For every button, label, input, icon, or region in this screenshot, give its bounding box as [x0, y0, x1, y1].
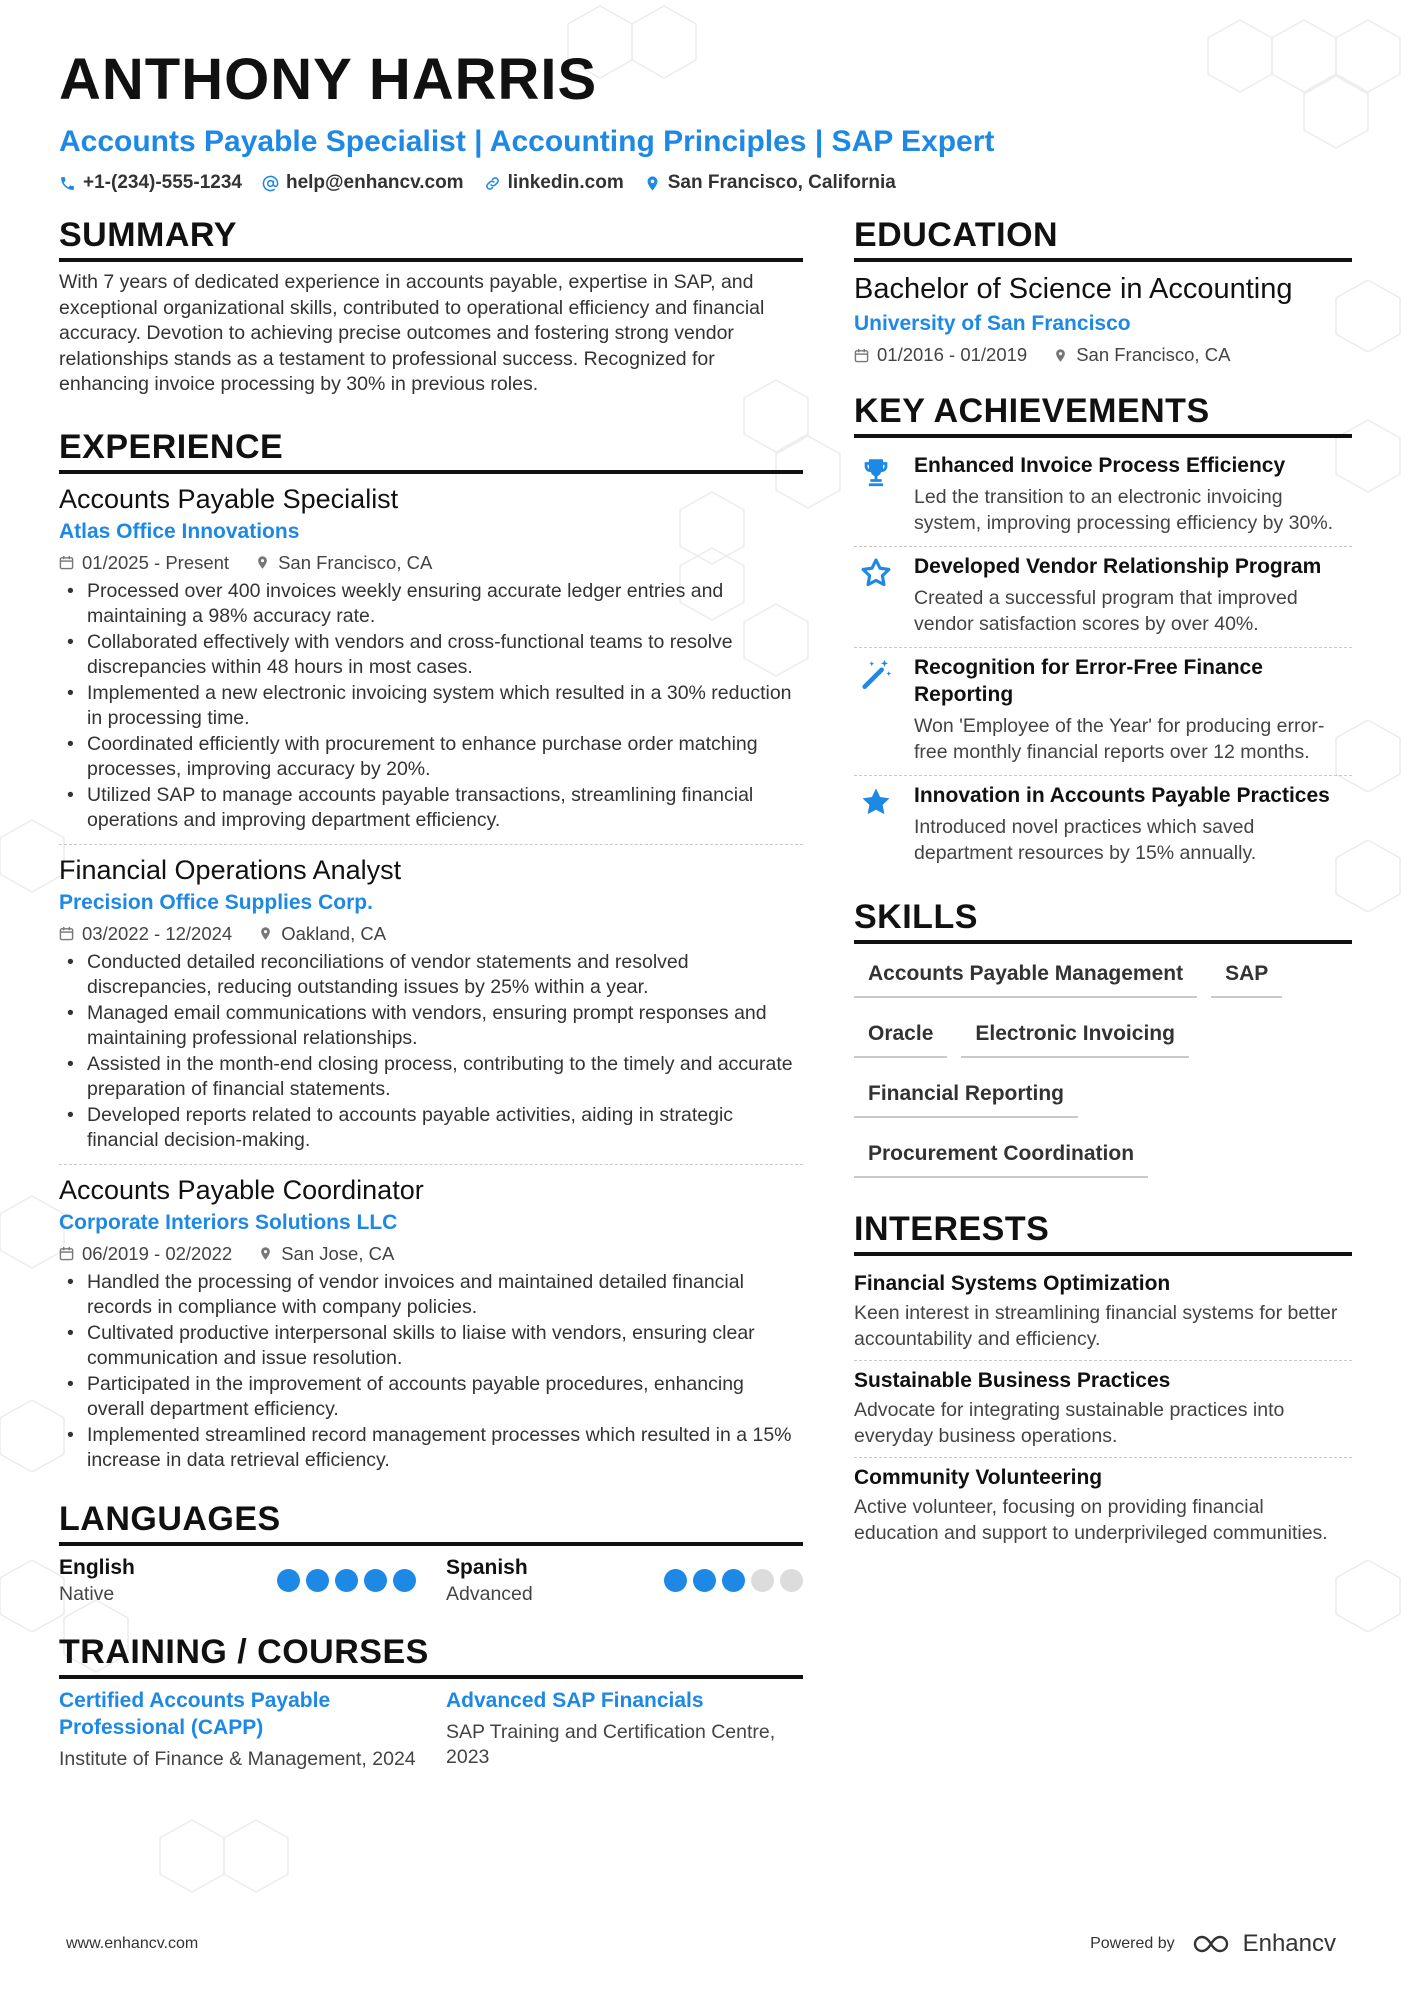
experience-entry: [59, 1173, 803, 1484]
powered-by-text: Powered by: [1090, 1935, 1175, 1952]
interests-section: [854, 1208, 1352, 1554]
left-column: [59, 214, 803, 1772]
bullet-item: • Implemented streamlined record management processes which resulted in a 15% increase in data retrieval efficiency.: [59, 1423, 803, 1474]
contact-email[interactable]: [262, 172, 464, 194]
trophy-icon: [859, 455, 893, 489]
course-provider: SAP Training and Certification Centre, 2023: [446, 1720, 776, 1768]
contact-location: [644, 172, 896, 194]
experience-title: EXPERIENCE: [59, 426, 803, 474]
contact-linkedin[interactable]: [484, 172, 624, 194]
interest-description: Keen interest in streamlining financial systems for better accountability and efficiency.: [854, 1302, 1338, 1350]
course-provider: Institute of Finance & Management, 2024: [59, 1747, 416, 1770]
education-section: [854, 214, 1352, 368]
achievement-entry: [854, 648, 1352, 776]
languages-list: [59, 1554, 803, 1607]
training-section: [59, 1631, 803, 1773]
bullet-item: • Utilized SAP to manage accounts payable transactions, streamlining financial operations and improving department efficiency.: [59, 783, 803, 834]
email-text: help@enhancv.com: [285, 172, 464, 193]
job-dates-text: 06/2019 - 02/2022: [82, 1242, 233, 1264]
achievement-description: Created a successful program that improved vendor satisfaction scores by over 40%.: [914, 587, 1298, 635]
bullet-item: • Processed over 400 invoices weekly ensuring accurate ledger entries and maintaining a 98% accuracy rate.: [59, 579, 803, 630]
experience-entry: [59, 853, 803, 1165]
rating-dot-empty: [751, 1569, 774, 1592]
course-title: Advanced SAP Financials: [446, 1688, 704, 1712]
education-title: EDUCATION: [854, 214, 1352, 262]
calendar-icon: [854, 348, 869, 363]
bullet-item: • Implemented a new electronic invoicing system which resulted in a 30% reduction in processing time.: [59, 681, 803, 732]
achievements-title: KEY ACHIEVEMENTS: [854, 390, 1352, 438]
interest-title: Financial Systems Optimization: [854, 1272, 1171, 1295]
powered-by: [1090, 1930, 1336, 1958]
job-dates-text: 01/2025 - Present: [82, 551, 230, 573]
rating-dot-filled: [393, 1569, 416, 1592]
job-location-text: San Jose, CA: [281, 1242, 395, 1264]
job-title: Accounts Payable Coordinator: [59, 1174, 424, 1205]
job-location: [258, 1241, 394, 1267]
at-sign-icon: [262, 175, 279, 192]
link-icon: [484, 175, 501, 192]
brand-name: Enhancv: [1242, 1930, 1336, 1957]
job-location: [255, 550, 432, 576]
linkedin-text: linkedin.com: [507, 172, 624, 193]
language-name: English: [59, 1555, 135, 1579]
achievements-section: [854, 390, 1352, 876]
training-title: TRAINING / COURSES: [59, 1631, 803, 1679]
job-dates: [59, 921, 232, 947]
education-meta: [854, 342, 1352, 368]
interest-entry: [854, 1264, 1352, 1361]
language-entry: [446, 1554, 803, 1607]
degree-title: Bachelor of Science in Accounting: [854, 273, 1293, 305]
achievement-entry: [854, 547, 1352, 648]
achievement-description: Won 'Employee of the Year' for producing error-free monthly financial reports over 12 months.: [914, 715, 1325, 763]
bullet-item: • Conducted detailed reconciliations of vendor statements and resolved discrepancies, reducing outstanding issues by 25% within a year.: [59, 950, 803, 1001]
rating-dot-filled: [664, 1569, 687, 1592]
calendar-icon: [59, 555, 74, 570]
skill-tag: Procurement Coordination: [854, 1132, 1148, 1178]
job-dates: [59, 550, 229, 576]
magic-wand-icon: [859, 657, 893, 691]
company-name: Precision Office Supplies Corp.: [59, 890, 373, 914]
bullet-item: • Collaborated effectively with vendors and cross-functional teams to resolve discrepancies within 48 hours in most cases.: [59, 630, 803, 681]
skill-tag: Oracle: [854, 1012, 947, 1058]
location-pin-icon: [1053, 348, 1068, 363]
job-meta: [59, 550, 803, 576]
company-name: Atlas Office Innovations: [59, 519, 300, 543]
job-bullets: [59, 579, 803, 834]
experience-section: [59, 426, 803, 1484]
job-title: Financial Operations Analyst: [59, 854, 402, 885]
languages-section: [59, 1498, 803, 1607]
language-entry: [59, 1554, 416, 1607]
page-footer: [66, 1930, 1336, 1958]
bullet-item: • Handled the processing of vendor invoices and maintained detailed financial records in compliance with company policies.: [59, 1270, 803, 1321]
rating-dot-filled: [335, 1569, 358, 1592]
skill-tag: Financial Reporting: [854, 1072, 1078, 1118]
achievement-title: Innovation in Accounts Payable Practices: [914, 784, 1330, 807]
skills-title: SKILLS: [854, 896, 1352, 944]
bullet-item: • Participated in the improvement of accounts payable procedures, enhancing overall department efficiency.: [59, 1372, 803, 1423]
job-location: [258, 921, 386, 947]
bullet-item: • Managed email communications with vendors, ensuring prompt responses and maintaining professional relationships.: [59, 1001, 803, 1052]
star-icon: [859, 785, 893, 819]
candidate-headline: Accounts Payable Specialist | Accounting Principles | SAP Expert: [59, 125, 995, 158]
job-dates-text: 03/2022 - 12/2024: [82, 922, 233, 944]
summary-text: With 7 years of dedicated experience in accounts payable, expertise in SAP, and exceptional organizational skills, contributed to operational efficiency and financial accuracy. Devotion to achieving precise outcomes and fostering strong vendor relationships stands as a testament to professional success. Recognized for enhancing invoice processing by 30% in previous roles.: [59, 271, 765, 395]
language-rating: [277, 1569, 416, 1592]
education-location: [1053, 342, 1230, 368]
enhancv-logo-icon: [1191, 1932, 1235, 1956]
contact-bar: [59, 172, 1349, 194]
language-level: Native: [59, 1582, 115, 1605]
footer-url[interactable]: www.enhancv.com: [66, 1935, 199, 1952]
brand-logo[interactable]: [1191, 1930, 1336, 1958]
job-location-text: San Francisco, CA: [278, 551, 433, 573]
star-outline-icon: [859, 556, 893, 590]
interest-description: Advocate for integrating sustainable practices into everyday business operations.: [854, 1399, 1285, 1447]
bullet-item: • Assisted in the month-end closing process, contributing to the timely and accurate preparation of financial statements.: [59, 1052, 803, 1103]
rating-dot-filled: [722, 1569, 745, 1592]
interest-title: Sustainable Business Practices: [854, 1369, 1171, 1392]
rating-dot-filled: [277, 1569, 300, 1592]
language-rating: [664, 1569, 803, 1592]
bullet-item: • Developed reports related to accounts payable activities, aiding in strategic financial decision-making.: [59, 1103, 803, 1154]
resume-header: [59, 46, 1349, 194]
rating-dot-filled: [693, 1569, 716, 1592]
summary-title: SUMMARY: [59, 214, 803, 262]
calendar-icon: [59, 926, 74, 941]
courses-list: [59, 1687, 803, 1773]
achievement-title: Recognition for Error-Free Finance Reporting: [914, 656, 1263, 706]
education-location-text: San Francisco, CA: [1076, 344, 1231, 365]
skill-tag: SAP: [1211, 952, 1282, 998]
interests-title: INTERESTS: [854, 1208, 1352, 1256]
job-dates: [59, 1241, 232, 1267]
location-pin-icon: [258, 926, 273, 941]
course-entry: [59, 1687, 416, 1773]
skills-section: [854, 896, 1352, 1178]
languages-title: LANGUAGES: [59, 1498, 803, 1546]
skill-tag: Electronic Invoicing: [961, 1012, 1189, 1058]
rating-dot-empty: [780, 1569, 803, 1592]
rating-dot-filled: [306, 1569, 329, 1592]
experience-entry: [59, 482, 803, 845]
phone-icon: [59, 175, 76, 192]
interest-entry: [854, 1361, 1352, 1458]
language-level: Advanced: [446, 1582, 533, 1605]
education-dates-text: 01/2016 - 01/2019: [877, 344, 1028, 365]
summary-section: [59, 214, 803, 398]
education-dates: [854, 342, 1027, 368]
achievement-title: Developed Vendor Relationship Program: [914, 555, 1322, 578]
job-bullets: [59, 1270, 803, 1474]
candidate-name: ANTHONY HARRIS: [59, 47, 598, 112]
bullet-item: • Cultivated productive interpersonal skills to liaise with vendors, ensuring clear communication and issue resolution.: [59, 1321, 803, 1372]
bullet-item: • Coordinated efficiently with procurement to enhance purchase order matching processes, improving accuracy by 20%.: [59, 732, 803, 783]
job-bullets: [59, 950, 803, 1154]
skills-list: [854, 952, 1352, 1178]
achievement-description: Introduced novel practices which saved department resources by 15% annually.: [914, 816, 1257, 864]
interest-entry: [854, 1458, 1352, 1554]
right-column: [854, 214, 1352, 1554]
skill-tag: Accounts Payable Management: [854, 952, 1197, 998]
phone-text: +1-(234)-555-1234: [83, 172, 242, 193]
interest-title: Community Volunteering: [854, 1466, 1103, 1489]
location-text: San Francisco, California: [667, 172, 896, 193]
job-title: Accounts Payable Specialist: [59, 483, 399, 514]
course-entry: [446, 1687, 803, 1773]
school-name: University of San Francisco: [854, 312, 1131, 335]
job-meta: [59, 1241, 803, 1267]
achievement-entry: [854, 446, 1352, 547]
job-location-text: Oakland, CA: [281, 922, 387, 944]
contact-phone[interactable]: [59, 172, 242, 194]
location-pin-icon: [255, 555, 270, 570]
rating-dot-filled: [364, 1569, 387, 1592]
achievement-description: Led the transition to an electronic invoicing system, improving processing efficiency by 30%.: [914, 486, 1334, 534]
interest-description: Active volunteer, focusing on providing financial education and support to underprivileged communities.: [854, 1496, 1328, 1544]
location-pin-icon: [258, 1246, 273, 1261]
location-pin-icon: [644, 175, 661, 192]
job-meta: [59, 921, 803, 947]
language-name: Spanish: [446, 1555, 528, 1579]
company-name: Corporate Interiors Solutions LLC: [59, 1210, 398, 1234]
calendar-icon: [59, 1246, 74, 1261]
course-title: Certified Accounts Payable Professional (CAPP): [59, 1688, 331, 1739]
achievement-entry: [854, 776, 1352, 876]
achievement-title: Enhanced Invoice Process Efficiency: [914, 454, 1286, 477]
